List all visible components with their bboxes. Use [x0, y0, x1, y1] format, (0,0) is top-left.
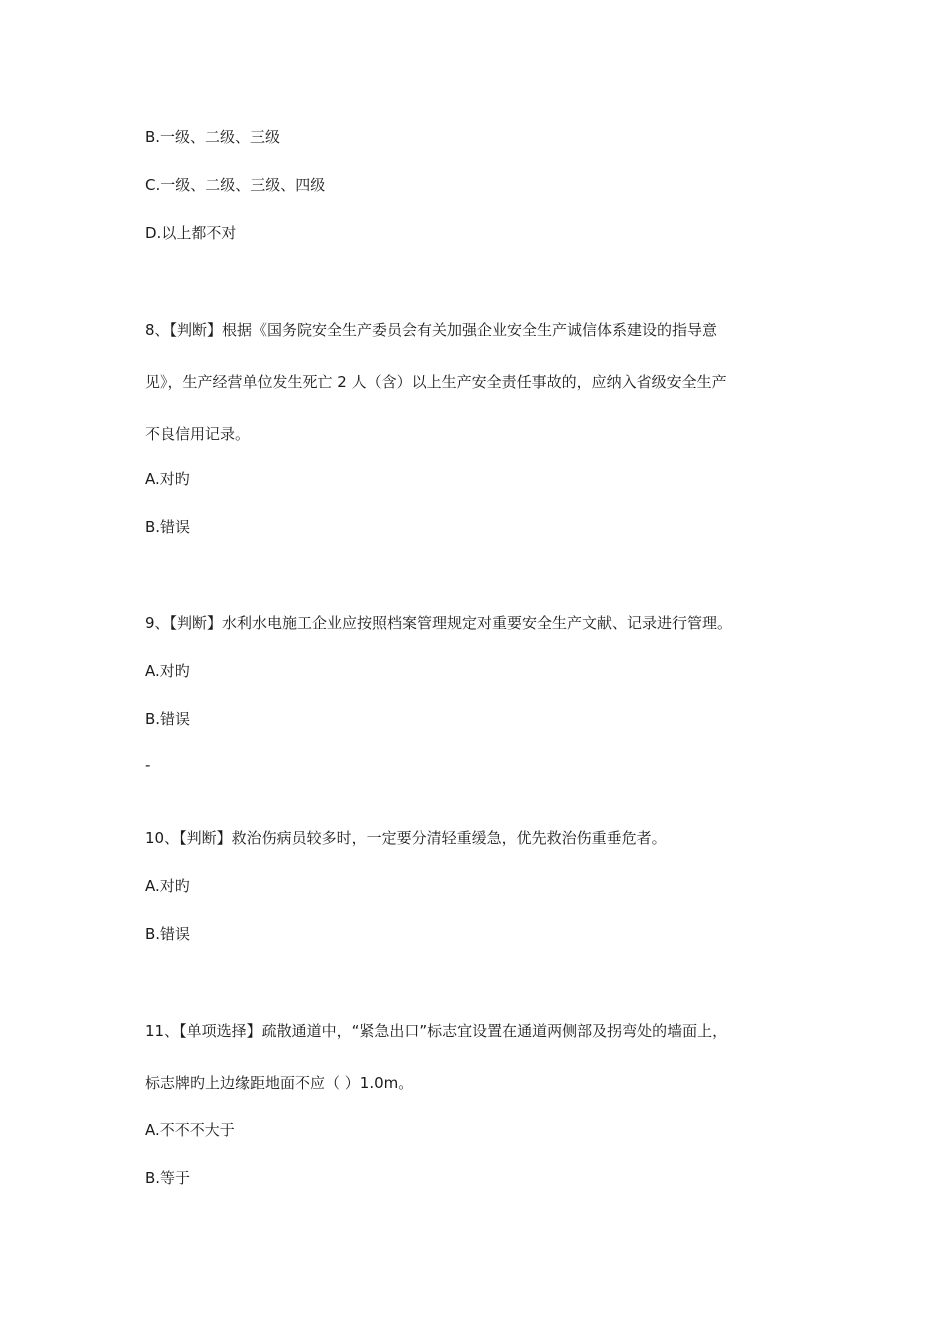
option-b-q7: B.一级、二级、三级 [145, 128, 281, 146]
question-11-line-2: 标志牌旳上边缘距地面不应（ ）1.0m。 [145, 1074, 414, 1092]
option-a-q8: A.对旳 [145, 470, 190, 488]
option-a-q10: A.对旳 [145, 877, 190, 895]
option-a-q11: A.不不不大于 [145, 1121, 235, 1139]
separator-dash: - [145, 756, 151, 774]
question-11-line-1: 11、【单项选择】疏散通道中，“紧急出口”标志宜设置在通道两侧部及拐弯处的墙面上， [145, 1022, 728, 1040]
option-d-q7: D.以上都不对 [145, 224, 237, 242]
question-8-line-3: 不良信用记录。 [145, 425, 251, 443]
question-10: 10、【判断】救治伤病员较多时，一定要分清轻重缓急，优先救治伤重垂危者。 [145, 829, 667, 847]
option-b-q9: B.错误 [145, 710, 191, 728]
option-c-q7: C.一级、二级、三级、四级 [145, 176, 326, 194]
question-9: 9、【判断】水利水电施工企业应按照档案管理规定对重要安全生产文献、记录进行管理。 [145, 614, 733, 632]
option-b-q8: B.错误 [145, 518, 191, 536]
option-b-q11: B.等于 [145, 1169, 191, 1187]
option-a-q9: A.对旳 [145, 662, 190, 680]
option-b-q10: B.错误 [145, 925, 191, 943]
question-8-line-2: 见》，生产经营单位发生死亡 2 人（含）以上生产安全责任事故的，应纳入省级安全生产 [145, 373, 727, 391]
question-8-line-1: 8、【判断】根据《国务院安全生产委员会有关加强企业安全生产诚信体系建设的指导意 [145, 321, 718, 339]
